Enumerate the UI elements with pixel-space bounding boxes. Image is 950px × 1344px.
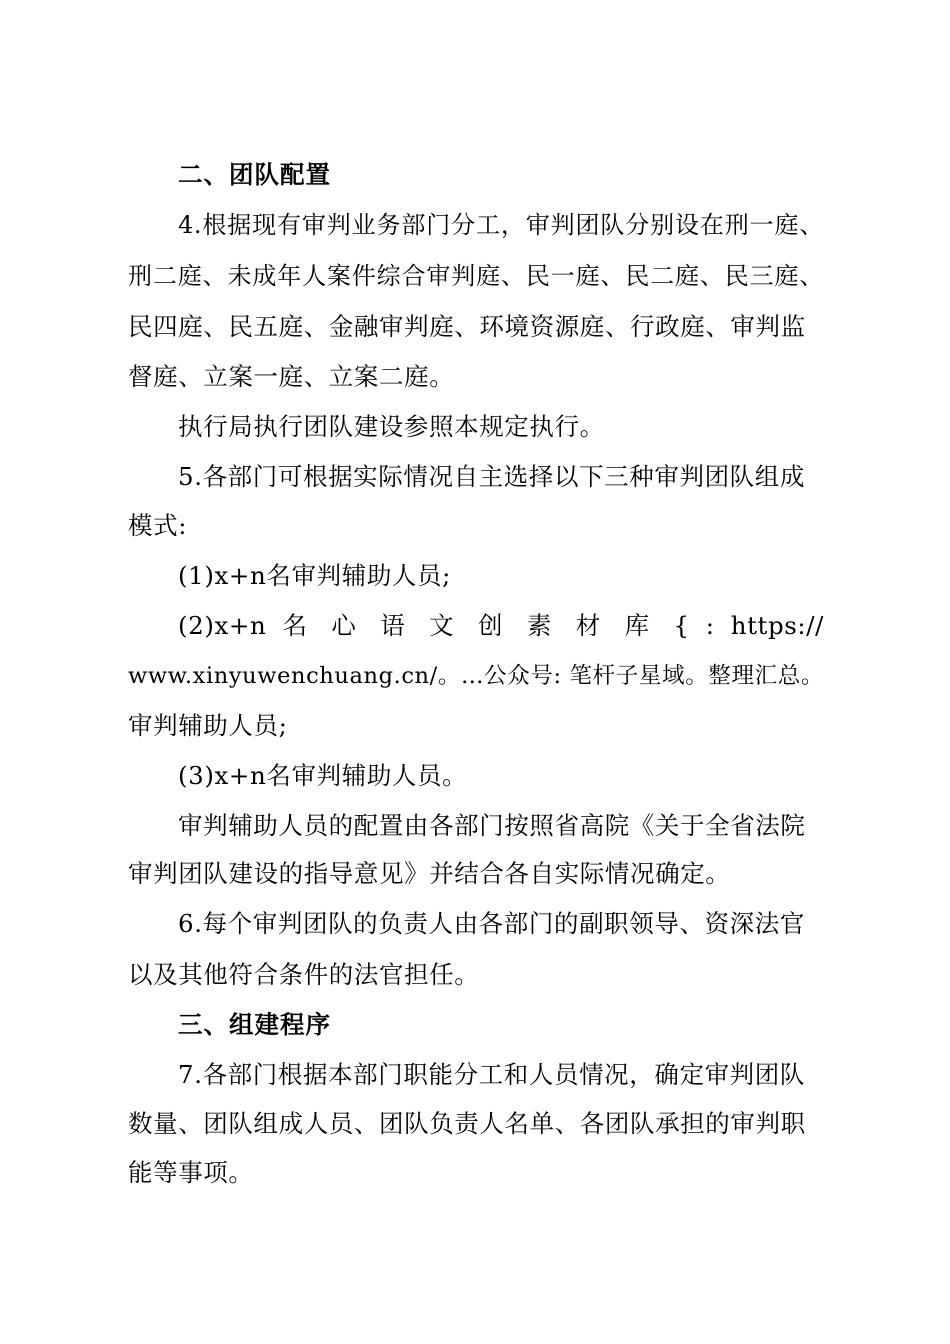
paragraph-6-line-2: 以及其他符合条件的法官担任。 [128, 960, 480, 989]
paragraph-6-line-1: 6.每个审判团队的负责人由各部门的副职领导、资深法官 [178, 909, 805, 938]
paragraph-4-line-1: 4.根据现有审判业务部门分工，审判团队分别设在刑一庭、 [178, 211, 824, 239]
paragraph-7-line-1: 7.各部门根据本部门职能分工和人员情况，确定审判团队 [178, 1060, 805, 1089]
paragraph-5-line-1: 5.各部门可根据实际情况自主选择以下三种审判团队组成 [178, 462, 805, 491]
paragraph-staff-line-1: 审判辅助人员的配置由各部门按照省高院《关于全省法院 [178, 811, 806, 840]
list-item-2-line-2: www.xinyuwenchuang.cn/。…公众号: 笔杆子星域。整理汇总。 [128, 663, 824, 689]
section-heading-formation-procedure: 三、组建程序 [178, 1010, 331, 1039]
list-item-2-line-1: (2)x+n 名 心 语 文 创 素 材 库 { : https:// [178, 611, 824, 640]
list-item-1: (1)x+n名审判辅助人员; [178, 561, 451, 590]
paragraph-7-line-2: 数量、团队组成人员、团队负责人名单、各团队承担的审判职 [128, 1109, 806, 1138]
paragraph-5-line-2: 模式: [128, 511, 188, 540]
paragraph-4-line-3: 民四庭、民五庭、金融审判庭、环境资源庭、行政庭、审判监 [128, 312, 806, 341]
paragraph-execution-bureau: 执行局执行团队建设参照本规定执行。 [178, 412, 605, 441]
paragraph-7-line-3: 能等事项。 [128, 1158, 254, 1187]
list-item-2-line-3: 审判辅助人员; [128, 711, 288, 740]
paragraph-4-line-2: 刑二庭、未成年人案件综合审判庭、民一庭、民二庭、民三庭、 [128, 262, 824, 290]
section-heading-team-configuration: 二、团队配置 [178, 160, 331, 189]
list-item-3: (3)x+n名审判辅助人员。 [178, 761, 468, 790]
paragraph-4-line-4: 督庭、立案一庭、立案二庭。 [128, 362, 455, 391]
paragraph-staff-line-2: 审判团队建设的指导意见》并结合各自实际情况确定。 [128, 859, 731, 888]
